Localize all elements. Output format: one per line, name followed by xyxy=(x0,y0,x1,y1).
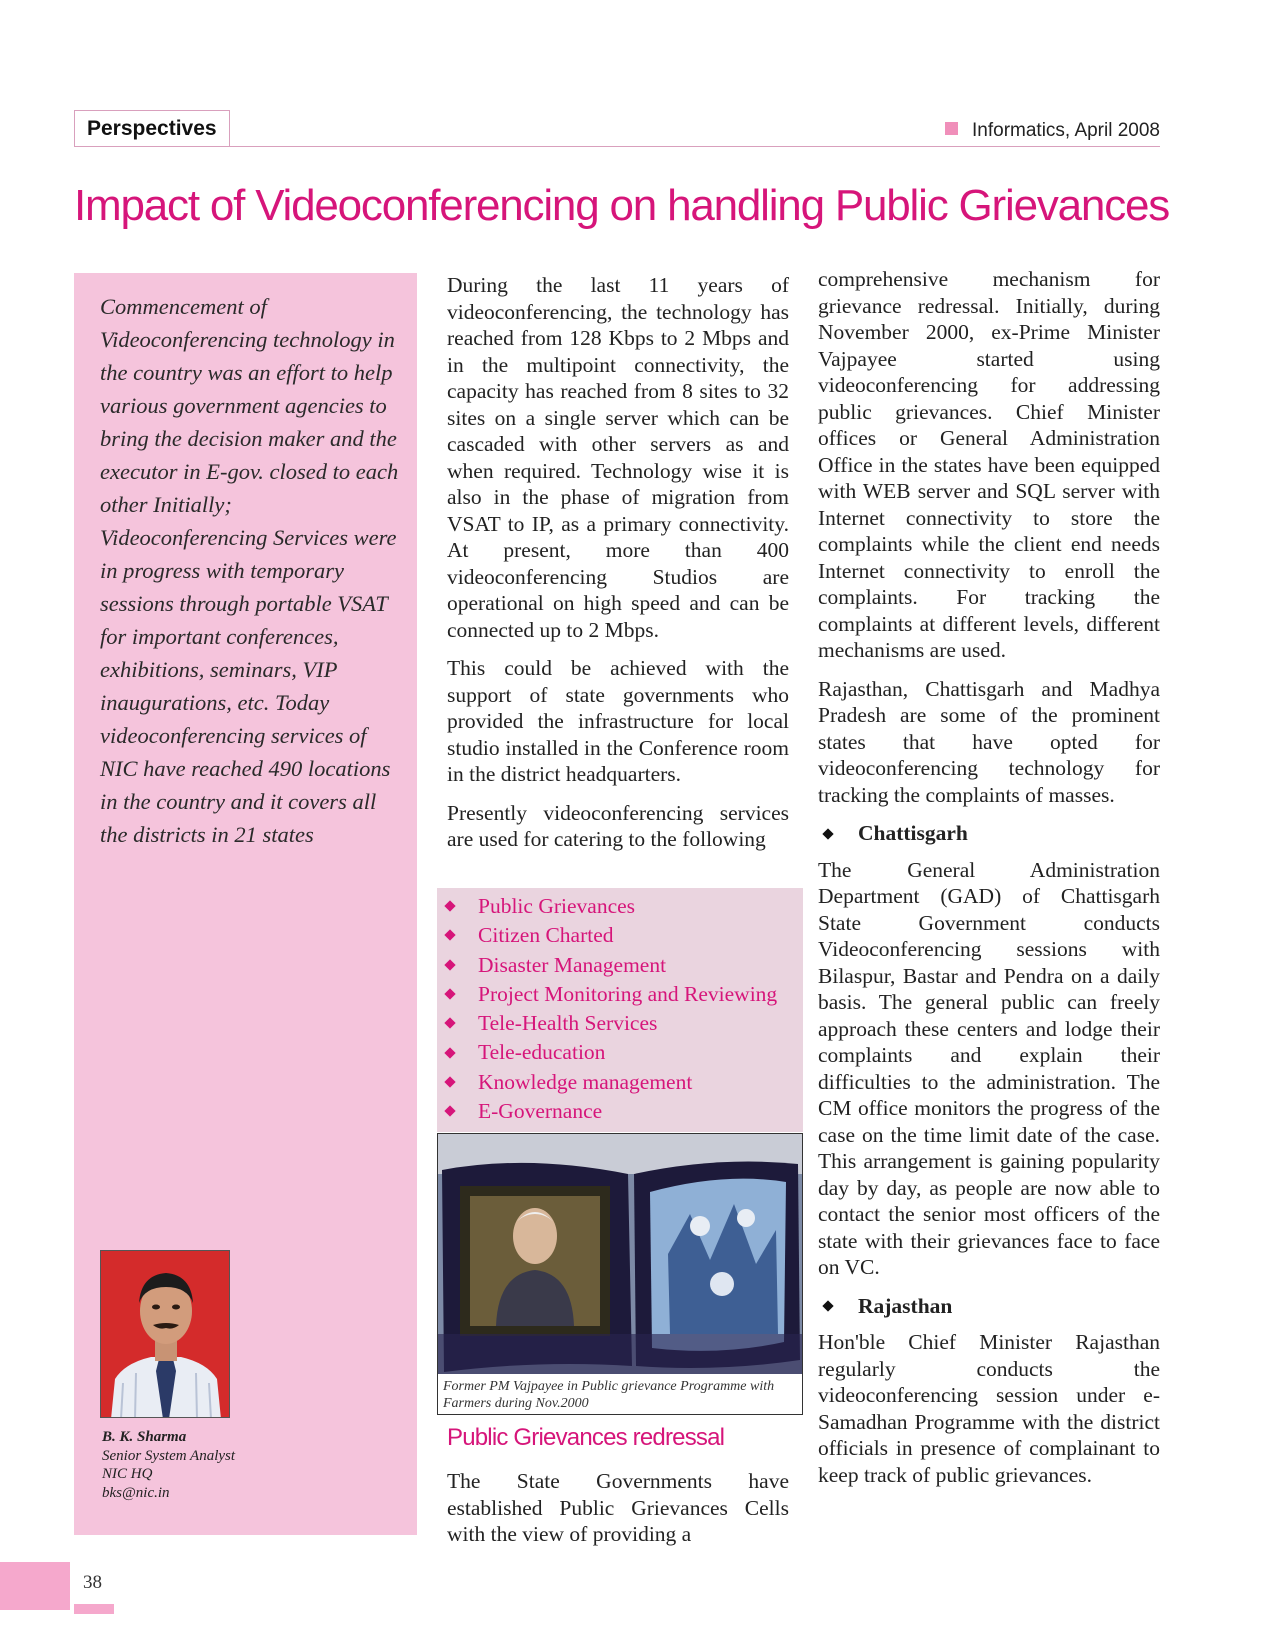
column-1 xyxy=(447,272,789,865)
square-marker-icon xyxy=(945,122,958,135)
service-list-item xyxy=(444,921,777,950)
service-label: Public Grievances xyxy=(478,894,636,918)
subheading-text: Chattisgarh xyxy=(858,821,968,845)
paragraph: The State Governments have established Public Grievances Cells with the view of providing a xyxy=(447,1469,789,1546)
service-list-item xyxy=(444,1009,777,1038)
diamond-bullet-icon xyxy=(822,1300,833,1311)
subheading-text: Rajasthan xyxy=(858,1293,953,1318)
footer-block xyxy=(0,1562,70,1610)
author-portrait-icon xyxy=(101,1251,230,1418)
service-list-item xyxy=(444,1038,777,1067)
service-list-item xyxy=(444,951,777,980)
paragraph: During the last 11 years of videoconferencing, the technology has reached from 128 Kbps to 2 Mbps and in the multipoint connectivity, the capacity has reached from 8 sites to 32 sites on a single server which can be cascaded with other servers as and when required. Technology wise it is also in the phase of migration from VSAT to IP, as a primary connectivity. At present, more than 400 videoconferencing Studios are operational on high speed and can be connected up to 2 Mbps. xyxy=(447,273,789,642)
service-label: Knowledge management xyxy=(478,1069,693,1094)
paragraph: Hon'ble Chief Minister Rajasthan regularly conducts the videoconferencing session under e-Samadhan Programme with the district officials in presence of complainant to keep track of public grievances. xyxy=(818,1330,1160,1487)
header-rule xyxy=(74,146,1160,147)
author-photo xyxy=(100,1250,230,1418)
paragraph: Presently videoconferencing services are used for catering to the following xyxy=(447,800,789,851)
diamond-bullet-icon xyxy=(444,930,455,941)
service-list-item xyxy=(444,980,777,1009)
paragraph: Rajasthan, Chattisgarh and Madhya Pradesh are some of the prominent states that have opted for videoconferencing technology for tracking the complaints of masses. xyxy=(818,676,1160,807)
service-label: Disaster Management xyxy=(478,952,667,977)
intro-text: Commencement of Videoconferencing technology in the country was an effort to help various government agencies to bring the decision maker and the executor in E-gov. closed to each other Initially; Videoconferencing Services were in progress with temporary sessions through portable VSAT for important conferences, exhibitions, seminars, VIP inaugurations, etc. Today videoconferencing services of NIC have reached 490 locations in the country and it covers all the districts in 21 states xyxy=(100,294,399,847)
diamond-bullet-icon xyxy=(444,1047,455,1058)
issue-line xyxy=(945,118,1160,144)
author-name: B. K. Sharma xyxy=(102,1429,187,1445)
diamond-bullet-icon xyxy=(444,900,455,911)
paragraph: The General Administration Department (GAD) of Chattisgarh State Government conducts Videoconferencing sessions with Bilaspur, Bastar and Pendra on a daily basis. The general public can freely approach these centers and lodge their complaints and explain their difficulties to the administration. The CM office monitors the progress of the case on the time limit date of the case. This arrangement is gaining popularity day by day, as people are now able to contact the senior most officers of the state with their grievances face to face on VC. xyxy=(818,857,1160,1279)
diamond-bullet-icon xyxy=(822,828,833,839)
service-label: Tele-Health Services xyxy=(478,1011,658,1036)
service-list-item xyxy=(444,1097,777,1126)
photo-figure xyxy=(437,1133,803,1415)
service-list-item xyxy=(444,892,777,921)
author-designation: Senior System Analyst xyxy=(102,1447,236,1464)
services-list xyxy=(444,892,777,1126)
videoconference-screens-image xyxy=(438,1134,802,1374)
diamond-bullet-icon xyxy=(444,959,455,970)
service-label: Tele-education xyxy=(478,1040,606,1065)
diamond-bullet-icon xyxy=(444,1018,455,1029)
diamond-bullet-icon xyxy=(444,988,455,999)
service-label: E-Governance xyxy=(478,1099,603,1124)
column-3 xyxy=(818,266,1160,1500)
service-label: Project Monitoring and Reviewing xyxy=(478,981,778,1006)
subheading-rajasthan xyxy=(818,1293,1160,1320)
footer-strip xyxy=(74,1604,114,1614)
issue-text: Informatics, April 2008 xyxy=(972,120,1160,141)
paragraph: This could be achieved with the support of state governments who provided the infrastructure for local studio installed in the Conference room in the district headquarters. xyxy=(447,656,789,786)
diamond-bullet-icon xyxy=(444,1105,455,1116)
author-credit xyxy=(102,1428,235,1502)
service-list-item xyxy=(444,1068,777,1097)
service-label: Citizen Charted xyxy=(478,923,614,948)
article-title: Impact of Videoconferencing on handling Public Grievances xyxy=(74,181,1170,230)
diamond-bullet-icon xyxy=(444,1076,455,1087)
figure-caption: Former PM Vajpayee in Public grievance Programme with Farmers during Nov.2000 xyxy=(443,1379,775,1411)
author-email: bks@nic.in xyxy=(102,1484,170,1501)
page-number: 38 xyxy=(83,1572,102,1593)
author-office: NIC HQ xyxy=(102,1466,153,1482)
section-tag: Perspectives xyxy=(74,110,230,146)
column-1-continued xyxy=(447,1468,789,1560)
section-heading: Public Grievances redressal xyxy=(447,1424,725,1451)
subheading-chattisgarh xyxy=(818,820,1160,847)
paragraph: comprehensive mechanism for grievance redressal. Initially, during November 2000, ex-Prime Minister Vajpayee started using videoconferencing for addressing public grievances. Chief Minister offices or General Administration Office in the states have been equipped with WEB server and SQL server with Internet connectivity to store the complaints while the client end needs Internet connectivity to enroll the complaints. For tracking the complaints at different levels, different mechanisms are used. xyxy=(818,267,1160,662)
